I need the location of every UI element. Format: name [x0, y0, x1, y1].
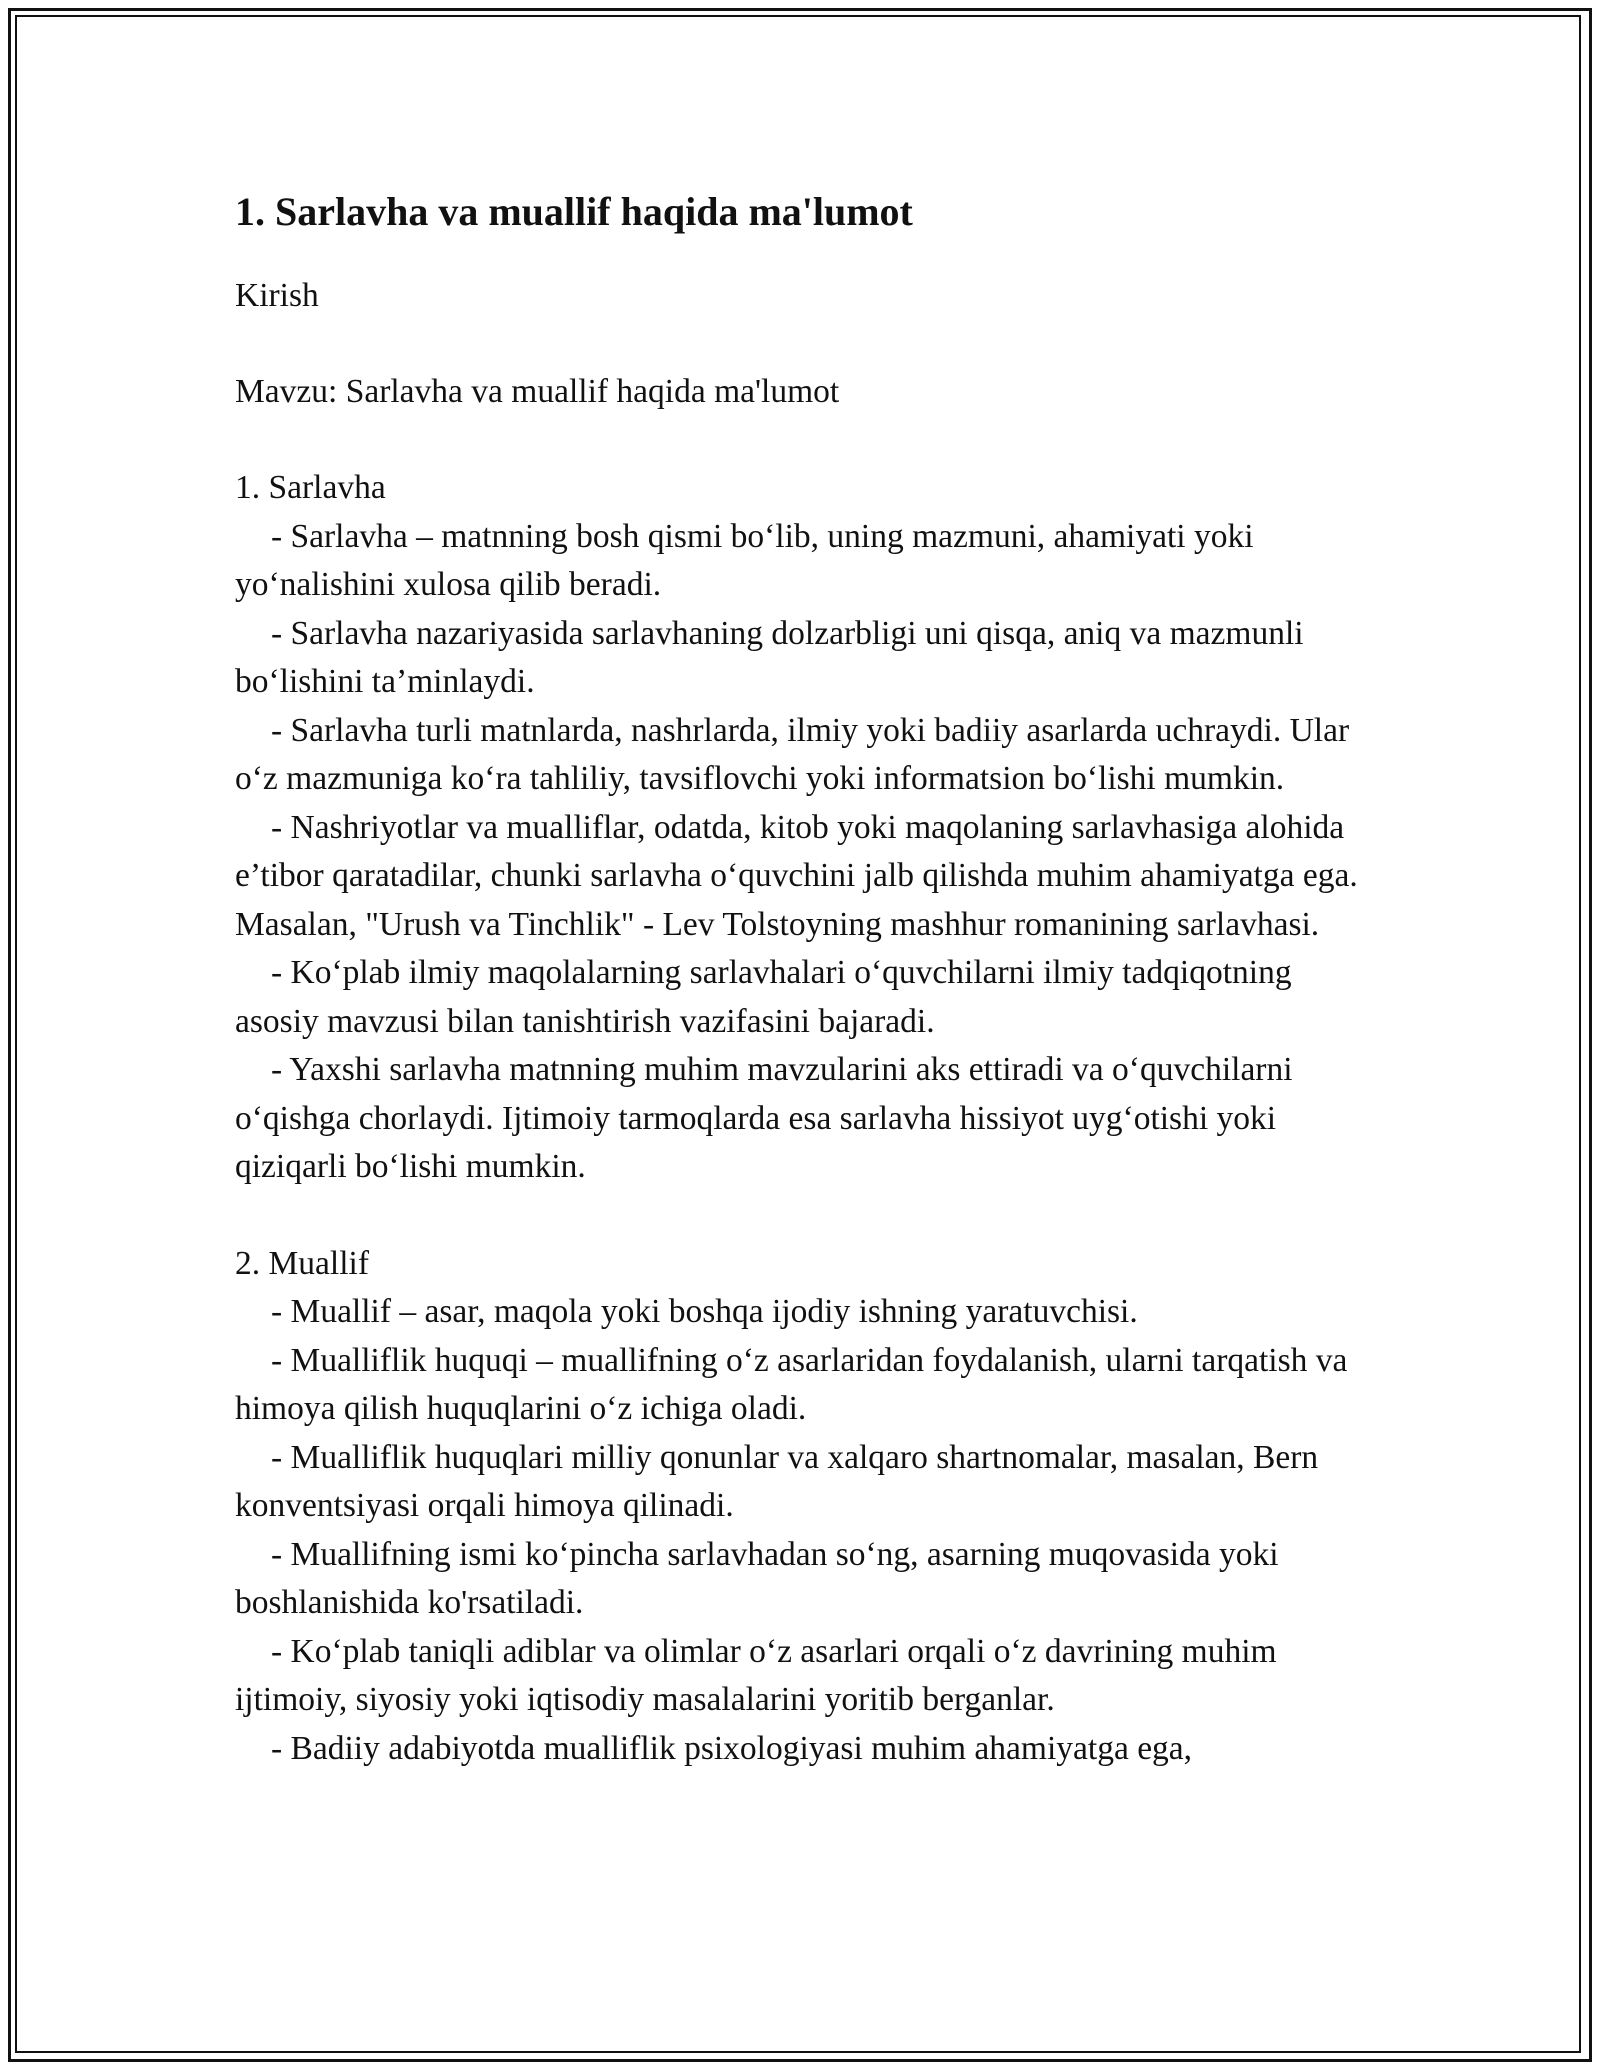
list-item: - Mualliflik huquqlari milliy qonunlar va xalqaro shartnomalar, masalan, Bern konventsiyasi orqali himoya qilinadi. [235, 1438, 1319, 1524]
document-title: 1. Sarlavha va muallif haqida ma'lumot [235, 189, 913, 234]
intro-label: Kirish [235, 277, 319, 314]
list-item: - Ko‘plab taniqli adiblar va olimlar o‘z asarlari orqali o‘z davrining muhim ijtimoiy, siyosiy yoki iqtisodiy masalalarini yoritib berganlar. [235, 1632, 1277, 1718]
list-item: - Sarlavha – matnning bosh qismi bo‘lib, uning mazmuni, ahamiyati yoki yo‘nalishini xulosa qilib beradi. [235, 517, 1254, 603]
list-item: - Sarlavha turli matnlarda, nashrlarda, ilmiy yoki badiiy asarlarda uchraydi. Ular o‘z mazmuniga ko‘ra tahliliy, tavsiflovchi yoki informatsion bo‘lishi mumkin. [235, 711, 1350, 797]
section-item-list [235, 513, 1365, 1192]
list-item: - Badiiy adabiyotda mualliflik psixologiyasi muhim ahamiyatga ega, [271, 1729, 1193, 1767]
topic-line: Mavzu: Sarlavha va muallif haqida ma'lumot [235, 373, 840, 410]
document-body [235, 184, 1365, 1773]
list-item: - Muallif – asar, maqola yoki boshqa ijodiy ishning yaratuvchisi. [271, 1293, 1138, 1330]
list-item: - Mualliflik huquqi – muallifning o‘z asarlaridan foydalanish, ularni tarqatish va himoya qilish huquqlarini o‘z ichiga oladi. [235, 1341, 1348, 1427]
list-item: - Ko‘plab ilmiy maqolalarning sarlavhalari o‘quvchilarni ilmiy tadqiqotning asosiy mavzusi bilan tanishtirish vazifasini bajaradi. [235, 954, 1292, 1040]
section-heading: 1. Sarlavha [235, 469, 386, 506]
list-item: - Muallifning ismi ko‘pincha sarlavhadan so‘ng, asarning muqovasida yoki boshlanishida ko'rsatiladi. [235, 1535, 1279, 1621]
list-item: - Yaxshi sarlavha matnning muhim mavzularini aks ettiradi va o‘quvchilarni o‘qishga chorlaydi. Ijtimoiy tarmoqlarda esa sarlavha hissiyot uyg‘otishi yoki qiziqarli bo‘lishi mumkin. [235, 1051, 1293, 1185]
section-sarlavha [235, 464, 1365, 1192]
list-item: - Nashriyotlar va mualliflar, odatda, kitob yoki maqolaning sarlavhasiga alohida e’tibor qaratadilar, chunki sarlavha o‘quvchini jalb qilishda muhim ahamiyatga ega. Masalan, "Urush va Tinchlik" - Lev Tolstoyning mashhur romanining sarlavhasi. [235, 808, 1358, 943]
section-heading: 2. Muallif [235, 1244, 369, 1282]
section-item-list [235, 1288, 1365, 1773]
section-muallif [235, 1240, 1365, 1774]
list-item: - Sarlavha nazariyasida sarlavhaning dolzarbligi uni qisqa, aniq va mazmunli bo‘lishini ta’minlaydi. [235, 614, 1304, 700]
